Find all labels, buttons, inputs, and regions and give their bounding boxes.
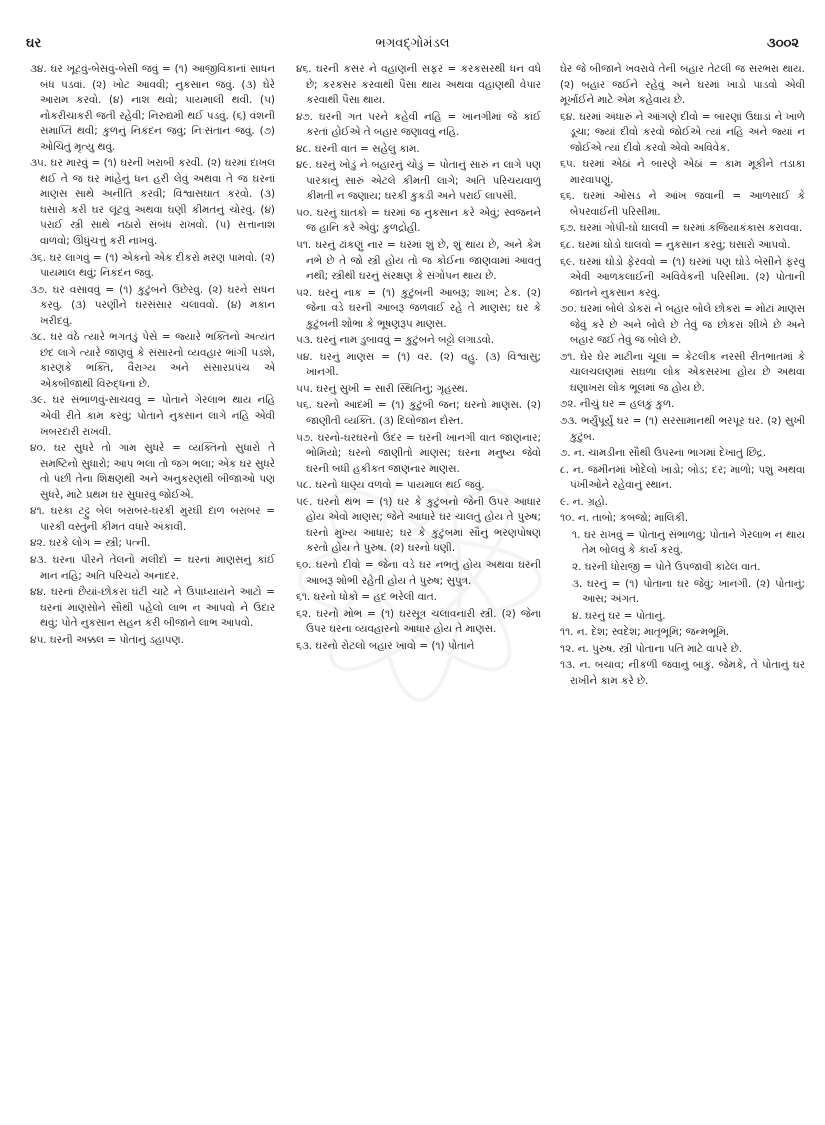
column-1 xyxy=(30,62,275,1112)
header-page-word: ઘર xyxy=(26,36,42,51)
entry: ૪૪. ઘરનાં છૈયાં-છોકરાં ઘંટી ચાટે ને ઉપાધ્યાયને આટો = ઘરનાં માણસોને સૌથી પહેલો લાભ ન આપવો ને ઉદાર થવું; પોતે નુકસાન સહન કરી બીજાને લાભ આપવો. xyxy=(30,586,275,630)
entry: ૫૦. ઘરનું ઘાતકો = ઘરમાં જ નુકસાન કરે એવું; સ્વજનને જ હાનિ કરે એવું; કુળદ્રોહી. xyxy=(296,206,541,235)
header-title: ભગવદ્ગોમંડલ xyxy=(375,36,450,51)
entry: ૬૩. ઘરનો રોટલો બહાર ખાવો = (૧) પોતાને xyxy=(296,639,475,652)
entry: ૫૨. ઘરનું નાક = (૧) કુટુંબની આબરૂ; શાખ; ટેક. (૨) જેના વડે ઘરની આબરૂ જળવાઈ રહે તે માણસ; ઘર કે કુટુંબની શોભા કે ભૂષણરૂપ માણસ. xyxy=(296,286,541,330)
entry: ૬૧. ઘરનો ધોકો = હદ ભરેલી વાત. xyxy=(296,591,437,604)
entry: ૪૮. ઘરની વાત = સહેલું કામ. xyxy=(296,142,420,155)
entry: ૬૮. ઘરમાં ઘોડો ઘાલવો = નુકસાન કરવું; ઘસારો આપવો. xyxy=(560,239,791,252)
entry: ૧. ઘર રાખવું = પોતાનું સંભાળવું; પોતાને ગેરલાભ ન થાય તેમ બોલવું કે કાર્ય કરવું. xyxy=(572,528,805,557)
entry: ૧૨. ન. પુરુષ. સ્ત્રી પોતાના પતિ માટે વાપરે છે. xyxy=(560,642,743,655)
entry: ૭. ન. ચામડીના સૌથી ઉપરના ભાગમાં દેખાતું છિદ્ર. xyxy=(560,447,767,460)
entry: ૫૭. ઘરનો-ઘરઘરનો ઉંદર = ઘરની ખાનગી વાત જાણનાર; ભોમિયો; ઘરનો જાણીતો માણસ; ઘરના મનુષ્ય જેવો ઘરની બધી હકીકત જાણનાર માણસ. xyxy=(296,431,541,475)
entry: ૫૫. ઘરનું સુખી = સારી સ્થિતિનું; ગૃહસ્થ. xyxy=(296,382,468,395)
entry: ૫૮. ઘરનો ધાણ્ય વળવો = પાયમાલ થઈ જવું. xyxy=(296,479,485,492)
entry: ૪૬. ઘરની કસર ને વહાણની સફર = કરકસરથી ધન વધે છે; કરકસર કરવાથી પૈસા થાય અથવા વહાણથી વેપાર કરવાથી પૈસા થાય. xyxy=(296,63,541,107)
entry: ૭૨. નીચું ઘર = હલકું કુળ. xyxy=(560,398,675,411)
column-3 xyxy=(560,62,805,1112)
entry: ૪. ઘરનું ઘર = પોતાનું. xyxy=(572,609,666,622)
entry: ૪૨. ઘરકે લોગ = સ્ત્રી; પત્ની. xyxy=(30,537,151,550)
entry: ૪૯. ઘરનું ખોડું ને બહારનું ચોડું = પોતાનું સારું ન લાગે પણ પારકાનું સારું એટલે કીમતી લાગે; અતિ પરિચયવાળું કીમતી ન જણાય; ઘરકી કુકડી અને પરાઈ લાપસી. xyxy=(296,159,541,203)
entry: ૩૬. ઘર લાગવું = (૧) એકનો એક દીકરો મરણ પામવો. (૨) પાયમાલ થવું; નિકંદન જવું. xyxy=(30,251,275,280)
entry: ૮. ન. જમીનમાં ખોદેલો ખાડો; બોડ; દર; માળો; પશુ અથવા પંખીઓને રહેવાનું સ્થાન. xyxy=(560,463,805,492)
entry: ૪૩. ઘરના પીરને તેલનો મલીદો = ઘરનાં માણસનું કાંઈ માન નહિ; અતિ પરિચયે અનાદર. xyxy=(30,553,275,582)
entry: ૬૦. ઘરનો દીવો = જેના વડે ઘર નભતું હોય અથવા ઘરની આબરૂ શોભી રહેતી હોય તે પુરુષ; સુપુત્ર. xyxy=(296,558,541,587)
entry: ૩૪. ઘર ખૂટવું-બેસવું-બેસી જવું = (૧) આજીવિકાનાં સાધન બંધ પડવાં. (૨) ખોટ આવવી; નુકસાન જવું. (૩) ઘેરે આરામ કરવો. (૪) નાશ થવો; પાયમાલી થવી. (૫) નોકરીચાકરી જતી રહેવી; નિરુદ્યમી થઈ પડવું. (૬) વંશની સમાપ્તિ થવી; કુળનું નિકંદન જવું; નિઃસંતાન જવું. (૭) ઓચિંતું મૃત્યુ થવું. xyxy=(30,63,275,153)
entry: ૧૩. ન. બચાવ; નીકળી જવાનું બાકું. જેમકે, તે પોતાનું ઘર રાખીને કામ કરે છે. xyxy=(560,659,805,687)
entry: ૪૦. ઘર સુધરે તો ગામ સુધરે = વ્યક્તિનો સુધારો તે સમષ્ટિનો સુધારો; આપ ભલા તો જગ ભલા; એક ઘર સુધરે તો પછી તેના શિક્ષણથી અને અનુકરણથી બીજાઓ પણ સુધરે, માટે પ્રથમ ઘર સુધારવું જોઈએ. xyxy=(30,442,275,501)
header-page-number: ૩૦૦૨ xyxy=(767,36,799,51)
entry: ૨. ઘરની ધોરાજી = પોતે ઉપજાવી કાઢેલ વાત. xyxy=(572,560,761,573)
column-2 xyxy=(296,62,541,1112)
entry: ૩. ઘરનું = (૧) પોતાના ઘર જેવું; ખાનગી. (૨) પોતાનું; આસ; અંગત. xyxy=(572,577,805,606)
entry: ૫૧. ઘરનું ઢાંકણું નાર = ઘરમાં શું છે, શું થાય છે, અને કેમ નભે છે તે જો સ્ત્રી હોય તો જ કોઈના જાણવામાં આવતું નથી; સ્ત્રીથી ઘરનું સંરક્ષણ કે સંગોપન થાય છે. xyxy=(296,239,541,283)
entry: ૫૩. ઘરનું નામ ડુબાવવું = કુટુંબને બટ્ટો લગાડવો. xyxy=(296,334,495,347)
entry: ઘેર જે બીજાને ખવરાવે તેની બહાર તેટલી જ સરભરા થાય. (૨) બહાર જઈને રહેવું અને ઘરમાં ખાડો પાડવો એવી મૂર્ખાઈને માટે એમ કહેવાય છે. xyxy=(560,63,805,107)
entry: ૬૪. ઘરમાં અંધારું ને આંગણે દીવો = બારણાં ઉઘાડાં ને ખાળે ડૂચા; જ્યાં દીવો કરવો જોઈએ ત્યાં નહિ અને જ્યાં ન જોઈએ ત્યાં દીવો કરવો એવો અવિવેક. xyxy=(560,110,805,154)
entry: ૫૪. ઘરનું માણસ = (૧) વર. (૨) વહુ. (૩) વિશ્વાસુ; ખાનગી. xyxy=(296,350,541,379)
entry: ૬૬. ઘરમાં ઓસડ ને આંખ જવાની = આળસાઈ કે બેપરવાઈની પરિસીમા. xyxy=(560,190,805,218)
entry: ૬૨. ઘરનો મોભ = (૧) ઘરસૂત્ર ચલાવનારી સ્ત્રી. (૨) જેના ઉપર ઘરના વ્યવહારનો આધાર હોય તે માણસ. xyxy=(296,607,541,636)
entry: ૫૬. ઘરનો આદમી = (૧) કુટુંબી જન; ઘરનો માણસ. (૨) જાણીતી વ્યક્તિ. (૩) દિલોજાન દોસ્ત. xyxy=(296,399,541,428)
entry: ૩૭. ઘર વસાવવું = (૧) કુટુંબને ઉછેરવું. (૨) ઘરને સધન કરવું. (૩) પરણીને ઘરસંસાર ચલાવવો. (૪) મકાન ખરીદવું. xyxy=(30,283,275,327)
entry: ૬૫. ઘરમાં એઠાં ને બારણે એઠાં = કામ મૂકીને તડાકા મારવાપણું. xyxy=(560,158,805,186)
entry: ૬૯. ઘરમાં ઘોડો ફેરવવો = (૧) ઘરમાં પણ ઘોડે બેસીને ફરવું એવી આળકલાઈની અવિવેકની પરિસીમા. (૨) પોતાની જાતને નુકસાન કરવું. xyxy=(560,255,805,299)
entry: ૭૦. ઘરમાં બોલે ડોકરાં ને બહાર બોલે છોકરાં = મોટાં માણસ જેવું કરે છે અને બોલે છે તેવું જ છોકરાં શીખે છે અને બહાર જઈ તેવું જ બોલે છે. xyxy=(560,303,805,347)
entry: ૪૫. ઘરની અક્કલ = પોતાનું ડહાપણ. xyxy=(30,633,184,646)
entry: ૧૧. ન. દેશ; સ્વદેશ; માતૃભૂમિ; જન્મભૂમિ. xyxy=(560,626,730,639)
entry: ૧૦. ન. તાબો; કબજો; માલિકી. xyxy=(560,512,689,525)
entry: ૩૮. ઘર વંઠે ત્યારે ભગતડું પેસે = જ્યારે ભક્તિનો અત્યંત છંદ લાગે ત્યારે જાણવું કે સંસારનો વ્યવહાર ભાંગી પડશે, કારણકે ભક્તિ, વૈરાગ્ય અને સંસારપ્રપંચ એ એકબીજાથી વિરુદ્ધનાં છે. xyxy=(30,331,275,390)
entry: ૪૭. ઘરની ગત પરને કહેવી નહિ = ખાનગીમાં જે કાંઈ કરતાં હોઈએ તે બહાર જણાવવું નહિ. xyxy=(296,110,541,139)
entry: ૭૧. ઘેર ઘેર માટીના ચૂલા = કેટલીક નરસી રીતભાતમાં કે ચાલચલણમાં સઘળા લોક એકસરખા હોય છે અથવા ઘણાખરા લોક ભૂલમાં જ હોય છે. xyxy=(560,350,805,394)
entry: ૫૯. ઘરનો થંભ = (૧) ઘર કે કુટુંબનો જેની ઉપર આધાર હોય એવો માણસ; જેને આધારે ઘર ચાલતું હોય તે પુરુષ; ઘરનો મુખ્ય આધાર; ઘર કે કુટુંબમાં સૌનું ભરણપોષણ કરતો હોય તે પુરુષ. (૨) ઘરનો ધણી. xyxy=(296,495,541,555)
entry: ૩૯. ઘર સંભાળવું-સાચવવું = પોતાને ગેરલાભ થાય નહિ એવી રીતે કામ કરવું; પોતાને નુકસાન લાગે નહિ એવી ખબરદારી રાખવી. xyxy=(30,394,275,438)
page-header xyxy=(26,36,799,58)
entry: ૯. ન. ગ્રહો. xyxy=(560,495,608,508)
entry: ૬૭. ઘરમાં ગોપી-ઘો ઘાલવી = ઘરમાં કજિયાકંકાસ કરાવવા. xyxy=(560,222,803,235)
entry: ૭૩. ભર્યુંપૂર્યું ઘર = (૧) સરસામાનથી ભરપૂર ઘર. (૨) સુખી કુટુંબ. xyxy=(560,415,805,443)
entry: ૩૫. ઘર મારવું = (૧) ઘરની ખરાબી કરવી. (૨) ઘરમાં દાખલ થઈ તે જ ઘર માંહેનું ધન હરી લેવું અથવા તે જ ઘરનાં માણસ સાથે અનીતિ કરવી; વિશ્વાસઘાત કરવો. (૩) ઘસારો કરી ઘર લૂંટવું અથવા ઘણી કીમતનું ચોરવું. (૪) પરાઈ સ્ત્રી સાથે નઠારો સંબંધ રાખવો. (૫) સત્તાનાશ વાળવો; ઊંધુંચત્તું કરી નાખવું. xyxy=(30,157,275,248)
entry: ૪૧. ઘરકા ટટ્ટુ બેલ બરાબર-ઘરકી મુરઘી દાળ બરાબર = પારકી વસ્તુની કીમત વધારે અંકાવી. xyxy=(30,505,275,533)
